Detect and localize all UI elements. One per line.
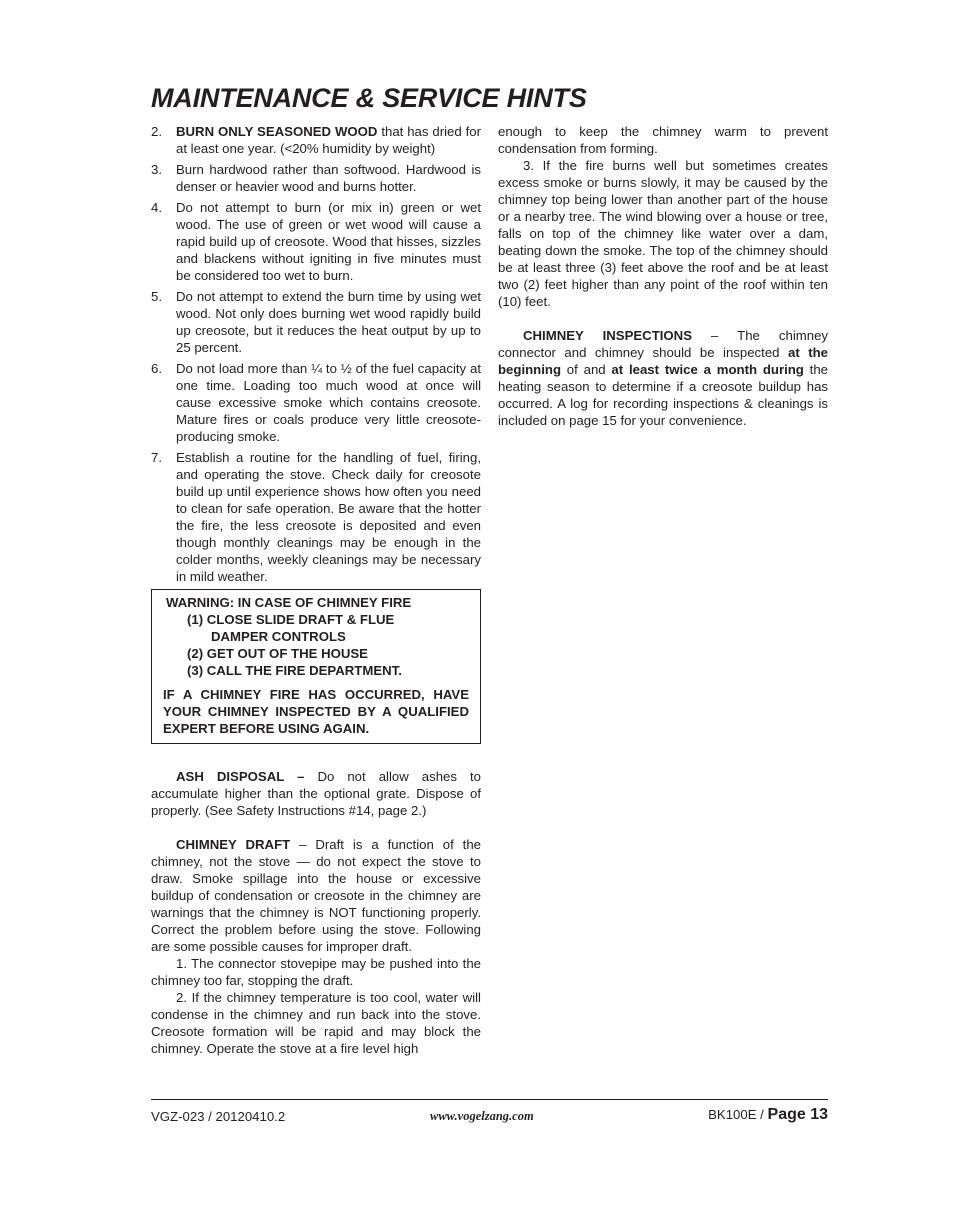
right-column	[498, 123, 828, 429]
draft-cause-1: 1. The connector stovepipe may be pushed into the chimney too far, stopping the draft.	[151, 956, 481, 988]
list-item	[151, 449, 481, 585]
footer-divider	[151, 1099, 828, 1100]
ash-disposal-paragraph	[151, 768, 481, 819]
chimney-inspections-text-1: – The chimney connector and chimney should be inspected	[498, 328, 828, 360]
chimney-inspections-heading: CHIMNEY INSPECTIONS	[523, 328, 692, 343]
list-item	[151, 161, 481, 195]
chimney-draft-heading: CHIMNEY DRAFT	[176, 837, 291, 852]
list-item-number: 3.	[151, 162, 162, 177]
chimney-inspections-paragraph	[498, 327, 828, 429]
draft-cause-2: 2. If the chimney temperature is too cool, water will condense in the chimney and run back into the stove. Creosote formation will be rapid and may block the chimney. Operate the stove at a fire level high	[151, 990, 481, 1056]
chimney-draft-text: – Draft is a function of the chimney, not the stove — do not expect the stove to draw. Smoke spillage into the house or excessive buildup of condensation or creosote in the chimney are warnings that the chimney is NOT functioning properly. Correct the problem before using the stove. Following are some possible causes for improper draft.	[151, 837, 481, 954]
footer-doc-code: VGZ-023 / 20120410.2	[151, 1109, 286, 1124]
draft-cause-2-continued: enough to keep the chimney warm to prevent condensation from forming.	[498, 124, 828, 156]
list-item-number: 6.	[151, 361, 162, 376]
list-item-text: Do not attempt to extend the burn time by using wet wood. Not only does burning wet wood rapidly build up creosote, but it reduces the heat output by up to 25 percent.	[176, 289, 481, 355]
list-item	[151, 288, 481, 356]
page-number: Page 13	[767, 1106, 828, 1123]
chimney-inspections-text-3: the heating season to determine if a creosote buildup has occurred. A log for recording inspections & cleanings is included on page 15 for your convenience.	[498, 362, 828, 428]
list-item	[151, 360, 481, 445]
list-item-number: 5.	[151, 289, 162, 304]
warning-step-2: (2) GET OUT OF THE HOUSE	[187, 646, 368, 661]
list-item-text: Do not load more than ¼ to ½ of the fuel capacity at one time. Loading too much wood at once will cause excessive smoke which contains creosote. Mature fires or coals produce very little creosote-producing smoke.	[176, 361, 481, 444]
footer-model: BK100E /	[708, 1107, 768, 1122]
chimney-inspections-bold-2: at least twice a month during	[611, 362, 804, 377]
hints-list	[151, 123, 481, 585]
page-title: MAINTENANCE & SERVICE HINTS	[151, 83, 587, 113]
chimney-inspections-bold-1: at the beginning	[498, 345, 828, 377]
list-item	[151, 123, 481, 157]
list-item-text: Burn hardwood rather than softwood. Hardwood is denser or heavier wood and burns hotter.	[176, 162, 481, 194]
left-column	[151, 123, 481, 1057]
list-item-number: 2.	[151, 124, 162, 139]
footer-website: www.vogelzang.com	[430, 1109, 534, 1123]
draft-cause-3: 3. If the fire burns well but sometimes creates excess smoke or burns slowly, it may be caused by the chimney top being lower than another part of the house or a nearby tree. The wind blowing over a house or tree, falls on top of the chimney like water over a dam, beating down the smoke. The top of the chimney should be at least three (3) feet above the roof and be at least two (2) feet higher than any point of the roof within ten (10) feet.	[498, 158, 828, 309]
list-item	[151, 199, 481, 284]
warning-step-1: (1) CLOSE SLIDE DRAFT & FLUE	[187, 612, 395, 627]
warning-heading: WARNING: IN CASE OF CHIMNEY FIRE	[166, 595, 412, 610]
warning-footer: IF A CHIMNEY FIRE HAS OCCURRED, HAVE YOUR CHIMNEY INSPECTED BY A QUALIFIED EXPERT BEFORE USING AGAIN.	[163, 687, 469, 736]
list-item-number: 4.	[151, 200, 162, 215]
list-item-lead: BURN ONLY SEASONED WOOD	[176, 124, 378, 139]
footer-page-info	[708, 1105, 828, 1125]
list-item-text: Do not attempt to burn (or mix in) green or wet wood. The use of green or wet wood will cause a rapid build up of creosote. Wood that hisses, sizzles and blackens without igniting in five minutes must be considered too wet to burn.	[176, 200, 481, 283]
list-item-text: that has dried for at least one year. (<20% humidity by weight)	[176, 124, 481, 156]
warning-step-3: (3) CALL THE FIRE DEPARTMENT.	[187, 663, 402, 678]
list-item-number: 7.	[151, 450, 162, 465]
warning-step-1-cont: DAMPER CONTROLS	[211, 629, 346, 644]
list-item-text: Establish a routine for the handling of fuel, firing, and operating the stove. Check daily for creosote build up until experience shows how often you need to clean for safe operation. Be aware that the hotter the fire, the less creosote is deposited and even though monthly cleanings may be enough in the colder months, weekly cleanings may be necessary in mild weather.	[176, 450, 481, 584]
ash-disposal-heading: ASH DISPOSAL –	[176, 769, 305, 784]
ash-disposal-text: Do not allow ashes to accumulate higher than the optional grate. Dispose of properly. (See Safety Instructions #14, page 2.)	[151, 769, 481, 818]
chimney-fire-warning-box	[151, 589, 481, 744]
chimney-inspections-text-2: of and	[561, 362, 612, 377]
chimney-draft-paragraph	[151, 836, 481, 955]
